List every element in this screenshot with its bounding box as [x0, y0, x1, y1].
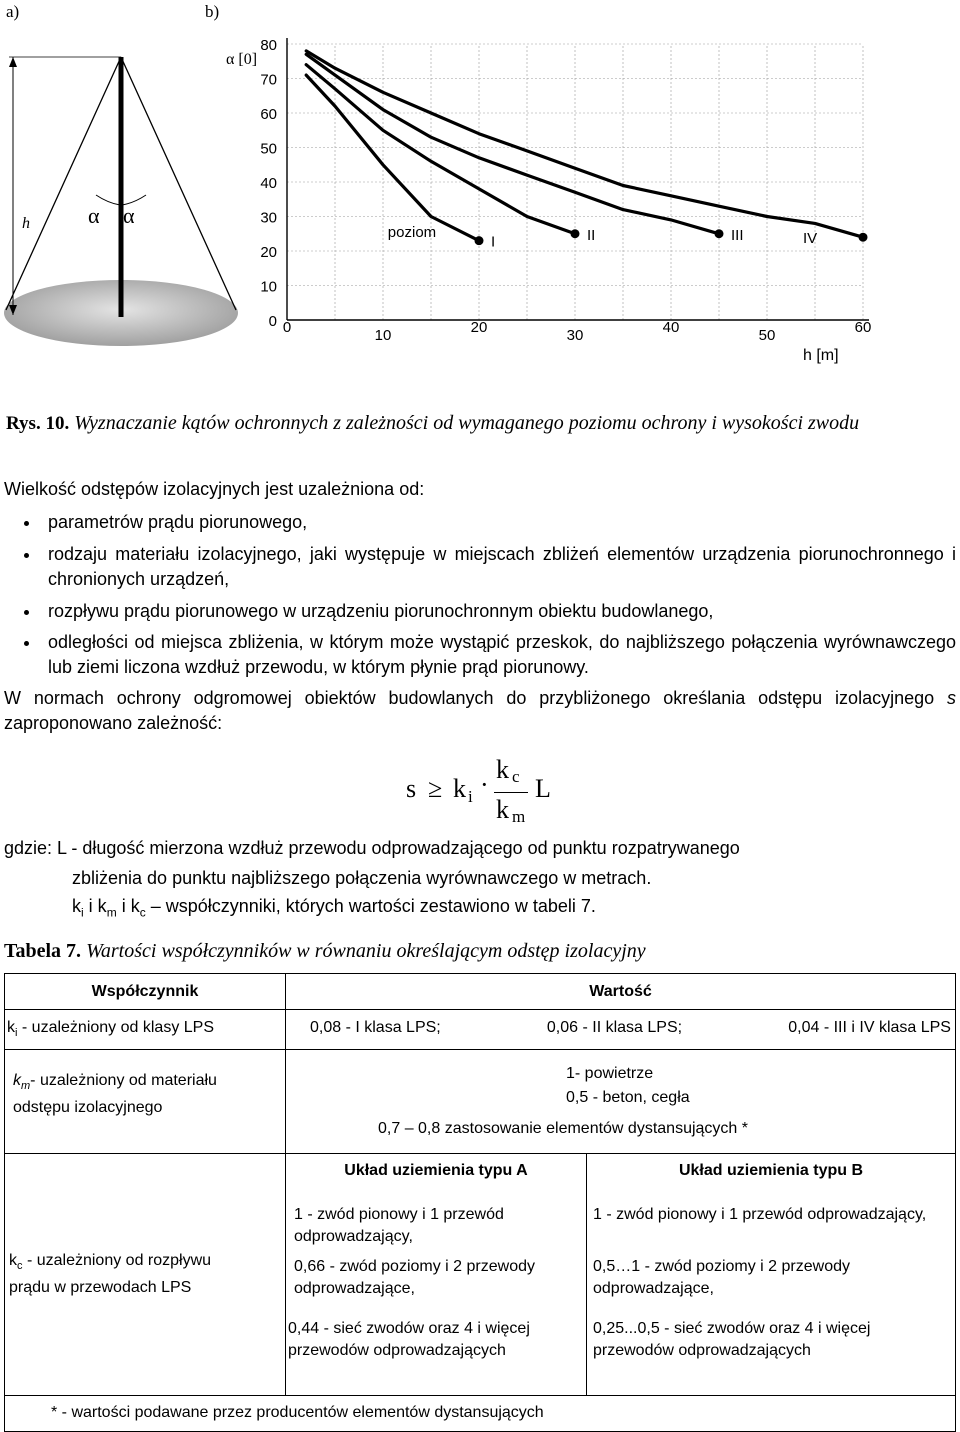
cone-left-edge: [6, 57, 121, 310]
typeA-value-1: 1 - zwód pionowy i 1 przewód odprowadzający,: [286, 1192, 587, 1248]
table-header-row: [5, 974, 956, 1010]
protection-angle-chart: [220, 30, 890, 370]
ki-value-3: 0,04 - III i IV klasa LPS: [788, 1019, 951, 1036]
norm-text-2: zaproponowano zależność:: [4, 713, 223, 733]
coef-k: k: [72, 896, 81, 916]
cone-alpha-right: α: [123, 203, 135, 228]
table-row: [5, 1050, 956, 1154]
km-value-2: 0,5 - beton, cegła: [566, 1089, 690, 1106]
typeB-value-3: 0,25...0,5 - sieć zwodów oraz 4 i więcej przewodów odprowadzających: [587, 1310, 956, 1396]
kc-sub: c: [17, 1260, 23, 1273]
x-tick-label: 50: [758, 327, 776, 344]
series-line-II: [306, 65, 575, 234]
bullet-item: odległości od miejsca zbliżenia, w którym może wystąpić przeskok, do najbliższego połączenia wyrównawczego lub ziemi liczona wzdłuż przewodu, w którym płynie prąd piorunowy.: [48, 630, 956, 680]
x-tick-label: 60: [854, 319, 872, 336]
norm-var: s: [947, 688, 956, 708]
x-tick-label: 10: [374, 327, 392, 344]
formula-s: s: [406, 774, 417, 803]
figure-caption-text: Wyznaczanie kątów ochronnych z zależności od wymaganego poziomu ochrony i wysokości zwodu: [74, 412, 860, 434]
x-axis-label: h [m]: [803, 347, 839, 364]
km-value-3: 0,7 – 0,8 zastosowanie elementów dystansujących *: [378, 1120, 748, 1137]
typeA-header: Układ uziemienia typu A: [286, 1154, 587, 1192]
kc-label: k: [9, 1251, 17, 1269]
figure-caption-label: Rys. 10.: [6, 413, 70, 434]
coef-sub-m: m: [106, 905, 117, 920]
km-value-1: 1- powietrze: [566, 1065, 654, 1082]
coef-and-k: i k: [83, 896, 107, 916]
bullet-item: rodzaju materiału izolacyjnego, jaki występuje w miejscach zbliżeń elementów urządzenia piorunochronnego i chronionych urządzeń,: [48, 542, 956, 592]
table-caption-label: Tabela 7.: [4, 940, 82, 962]
x-tick-label: 0: [282, 319, 292, 336]
formula-kc: k: [496, 755, 509, 784]
typeA-value-3: 0,44 - sieć zwodów oraz 4 i więcej przewodów odprowadzających: [286, 1310, 587, 1396]
coef-sub-i: i: [81, 905, 84, 920]
typeA-value-2: 0,66 - zwód poziomy i 2 przewody odprowadzające,: [286, 1248, 587, 1310]
km-label: k: [13, 1072, 21, 1089]
norm-text: W normach ochrony odgromowej obiektów budowlanych do przybliżonego określania odstępu izolacyjnego: [4, 688, 935, 708]
fraction-bar: [494, 792, 528, 793]
y-tick-label: 10: [260, 278, 277, 296]
formula-L: L: [535, 774, 551, 803]
formula-sub-m: m: [512, 807, 526, 826]
ki-value-1: 0,08 - I klasa LPS;: [310, 1019, 441, 1036]
series-endpoint-III: [715, 229, 724, 238]
ki-values: [286, 1010, 956, 1050]
where-line-3: [72, 894, 596, 926]
coef-and-k-2: i k: [116, 896, 140, 916]
intro-text: Wielkość odstępów izolacyjnych jest uzależniona od:: [4, 479, 425, 499]
series-line-I: [306, 75, 479, 241]
kc-cell: [5, 1154, 286, 1396]
bullet-item: rozpływu prądu piorunowego w urządzeniu piorunochronnym obiektu budowlanego,: [48, 599, 956, 624]
formula-k: k: [453, 774, 466, 803]
km-values: [286, 1050, 956, 1154]
header-coefficient: Współczynnik: [5, 974, 286, 1010]
series-label-III: III: [731, 226, 744, 244]
series-label-I: I: [491, 233, 496, 251]
series-endpoint-II: [571, 229, 580, 238]
formula-km: k: [496, 795, 509, 824]
norm-paragraph: [4, 686, 956, 736]
x-tick-label: 30: [566, 327, 584, 344]
table-row: [5, 1154, 956, 1192]
series-label-IV: IV: [803, 230, 818, 248]
coef-sub-c: c: [139, 905, 146, 920]
bullet-item: parametrów prądu piorunowego,: [48, 510, 956, 535]
kc-desc-1: - uzależniony od rozpływu: [22, 1251, 212, 1269]
y-tick-label: 0: [268, 313, 277, 330]
cone-right-edge: [121, 57, 236, 310]
ki-cell: [5, 1010, 286, 1050]
formula-sub-c: c: [512, 767, 520, 786]
km-desc-1: - uzależniony od materiału: [30, 1072, 217, 1089]
table-row: [5, 1010, 956, 1050]
y-tick-label: 20: [260, 244, 277, 261]
series-endpoint-I: [475, 236, 484, 245]
table-footnote: * - wartości podawane przez producentów elementów dystansujących: [5, 1396, 956, 1432]
cone-alpha-left: α: [88, 203, 100, 228]
y-axis-label: α [0]: [226, 51, 258, 68]
coefficient-table: [4, 973, 956, 1432]
level-label: poziom: [387, 224, 437, 242]
y-tick-label: 60: [260, 106, 277, 123]
table-caption-text: Wartości współczynników w równaniu określającym odstęp izolacyjny: [86, 940, 646, 962]
formula: [400, 755, 580, 835]
km-cell: [5, 1050, 286, 1154]
table-caption: [4, 940, 646, 963]
formula-sub-i: i: [468, 787, 473, 806]
formula-dot: ·: [480, 770, 489, 799]
y-tick-label: 40: [260, 175, 277, 192]
typeB-header: Układ uziemienia typu B: [587, 1154, 956, 1192]
protection-cone-diagram: [0, 55, 250, 355]
series-endpoint-IV: [859, 233, 868, 242]
y-tick-label: 80: [260, 37, 277, 54]
chart-axes: [287, 38, 869, 320]
x-tick-label: 20: [470, 319, 488, 336]
y-tick-label: 30: [260, 209, 277, 227]
chart-series-group: [306, 51, 867, 248]
ki-label: k: [7, 1019, 15, 1036]
formula-geq: ≥: [428, 774, 443, 803]
kc-desc-2: prądu w przewodach LPS: [9, 1279, 192, 1297]
y-tick-label: 70: [260, 71, 277, 89]
header-value: Wartość: [286, 974, 956, 1010]
ki-value-2: 0,06 - II klasa LPS;: [546, 1019, 683, 1036]
typeB-value-2: 0,5…1 - zwód poziomy i 2 przewody odprowadzające,: [587, 1248, 956, 1310]
chart-labels: [226, 37, 871, 364]
figure-label-a: a): [6, 2, 20, 21]
km-desc-2: odstępu izolacyjnego: [13, 1099, 163, 1117]
figure-label-b: b): [205, 2, 220, 21]
typeB-value-1: 1 - zwód pionowy i 1 przewód odprowadzający,: [587, 1192, 956, 1248]
series-line-IV: [306, 51, 863, 237]
where-line-1: gdzie: L - długość mierzona wzdłuż przewodu odprowadzającego od punktu rozpatrywanego: [4, 838, 740, 858]
ki-sub: i: [15, 1027, 18, 1040]
y-tick-label: 50: [260, 140, 277, 158]
series-label-II: II: [587, 226, 596, 244]
table-footnote-row: [5, 1396, 956, 1432]
km-sub: m: [21, 1080, 31, 1093]
x-tick-label: 40: [662, 319, 680, 336]
ki-desc: - uzależniony od klasy LPS: [17, 1019, 214, 1036]
cone-height-label: h: [22, 215, 30, 232]
coef-rest: – współczynniki, których wartości zestawiono w tabeli 7.: [145, 896, 596, 916]
where-line-2: zbliżenia do punktu najbliższego połączenia wyrównawczego w metrach.: [72, 868, 652, 888]
